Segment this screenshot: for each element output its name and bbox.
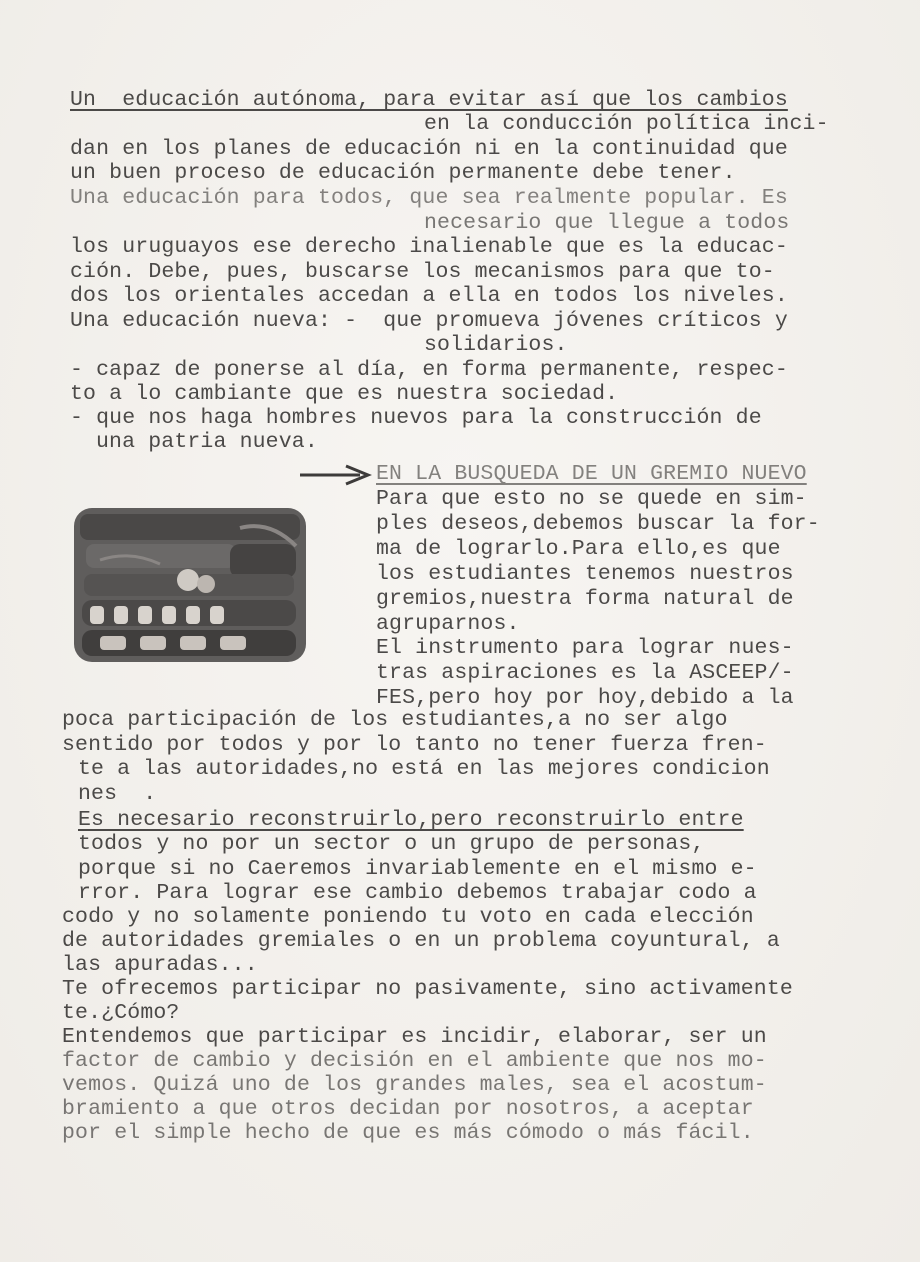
heading-new-education: Una educación nueva: - que promueva jóvenes críticos y [70,309,788,333]
heading-education-for-all: Una educación para todos, que sea realmente popular. Es [70,186,788,210]
text-line: los estudiantes tenemos nuestros [376,562,794,586]
text-line: solidarios. [424,333,568,357]
text-line: tras aspiraciones es la ASCEEP/- [376,661,794,685]
text-line [70,88,788,112]
text-line: - que nos haga hombres nuevos para la construcción de [70,406,762,430]
text-line: El instrumento para lograr nues- [376,636,794,660]
text-line [376,462,807,486]
text-line: ples deseos,debemos buscar la for- [376,512,820,536]
text-line: FES,pero hoy por hoy,debido a la [376,686,794,710]
text-line [78,808,744,832]
text-line: de autoridades gremiales o en un problema coyuntural, a [62,929,780,953]
text-line: dos los orientales accedan a ella en todos los niveles. [70,284,788,308]
text-line: te a las autoridades,no está en las mejores condicion [78,757,770,781]
heading-rebuild: Es necesario reconstruirlo,pero reconstruirlo entre [78,808,744,832]
right-arrow-icon [298,462,373,488]
text-line: gremios,nuestra forma natural de [376,587,794,611]
text-line: Te ofrecemos participar no pasivamente, sino activamente [62,977,793,1001]
stacked-books-illustration [70,500,310,668]
text-line: por el simple hecho de que es más cómodo o más fácil. [62,1121,754,1145]
text-line: dan en los planes de educación ni en la continuidad que [70,137,788,161]
text-line: nes . [78,782,157,806]
text-line: Entendemos que participar es incidir, elaborar, ser un [62,1025,767,1049]
text-line: factor de cambio y decisión en el ambiente que nos mo- [62,1049,767,1073]
text-line: necesario que llegue a todos [424,211,790,235]
heading-autonomous-education: Un educación autónoma, para evitar así que los cambios [70,88,788,112]
text-line: todos y no por un sector o un grupo de personas, [78,832,705,856]
text-line: to a lo cambiante que es nuestra sociedad. [70,382,619,406]
heading-new-union: EN LA BUSQUEDA DE UN GREMIO NUEVO [376,462,807,486]
text-line: ción. Debe, pues, buscarse los mecanismos para que to- [70,260,775,284]
text-line: bramiento a que otros decidan por nosotros, a aceptar [62,1097,754,1121]
text-line: los uruguayos ese derecho inalienable que es la educac- [70,235,788,259]
text-line: una patria nueva. [96,430,318,454]
text-line: vemos. Quizá uno de los grandes males, sea el acostum- [62,1073,767,1097]
text-line: sentido por todos y por lo tanto no tener fuerza fren- [62,733,767,757]
text-line: codo y no solamente poniendo tu voto en cada elección [62,905,754,929]
text-line: - capaz de ponerse al día, en forma permanente, respec- [70,358,788,382]
text-line [70,186,788,210]
text-line: te.¿Cómo? [62,1001,180,1025]
text-line: poca participación de los estudiantes,a no ser algo [62,708,728,732]
text-line [70,309,788,333]
text-line: un buen proceso de educación permanente debe tener. [70,161,736,185]
text-line: las apuradas... [62,953,258,977]
text-line: en la conducción política inci- [424,112,829,136]
text-line: Para que esto no se quede en sim- [376,487,807,511]
text-line: porque si no Caeremos invariablemente en el mismo e- [78,857,757,881]
text-line: ma de lograrlo.Para ello,es que [376,537,781,561]
text-line: agruparnos. [376,612,520,636]
text-line: rror. Para lograr ese cambio debemos trabajar codo a [78,881,757,905]
